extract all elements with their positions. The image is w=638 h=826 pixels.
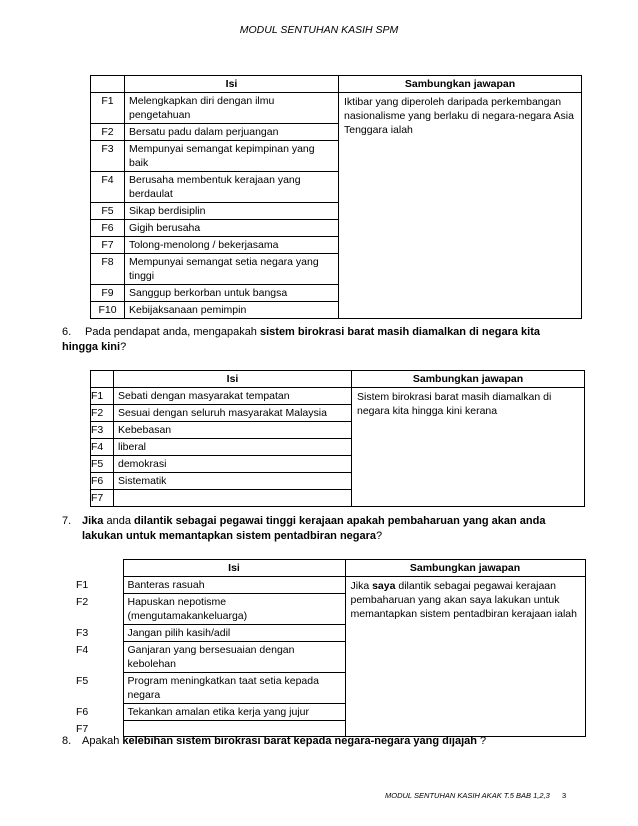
table-row-text: Kebebasan (114, 422, 352, 439)
table-row-text (114, 490, 352, 507)
table-2-answer: Sistem birokrasi barat masih diamalkan di negara kita hingga kini kerana (352, 388, 585, 507)
table-2-corner (91, 371, 114, 388)
question-7-bold-2: dilantik sebagai pegawai tinggi kerajaan apakah pembaharuan yang akan anda lakukan untuk memantapkan sistem pentadbiran negara (82, 515, 546, 542)
table-row-text: Sesuai dengan seluruh masyarakat Malaysia (114, 405, 352, 422)
table-row-code: F7 (76, 722, 89, 735)
table-row-text: Hapuskan nepotisme (mengutamakankeluarga) (123, 594, 345, 625)
question-6-text: Pada pendapat anda, mengapakah (82, 326, 260, 338)
table-1-header-isi: Isi (125, 76, 339, 93)
table-row-code: F6 (91, 473, 114, 490)
table-3-answer (345, 577, 585, 737)
question-6-end: ? (120, 341, 127, 353)
table-row-code: F1 (76, 578, 89, 591)
table-1-corner (91, 76, 125, 93)
table-row-code: F9 (91, 285, 125, 302)
table-row-text: Bersatu padu dalam perjuangan (125, 124, 339, 141)
table-row-code: F1 (91, 388, 114, 405)
table-2 (90, 370, 585, 507)
question-8-bold: kelebihan sistem birokrasi barat kepada negara-negara yang dijajah (122, 735, 477, 747)
question-8-end: ? (476, 735, 487, 747)
table-row-text: Tekankan amalan etika kerja yang jujur (123, 704, 345, 721)
table-row-text: Sanggup berkorban untuk bangsa (125, 285, 339, 302)
question-6-bold: sistem birokrasi barat masih diamalkan di negara kita hingga kini (62, 326, 540, 353)
table-row-code: F2 (91, 124, 125, 141)
table-2-header-isi: Isi (114, 371, 352, 388)
table-row-code: F3 (91, 141, 125, 172)
table-row-text: demokrasi (114, 456, 352, 473)
table-row-code: F4 (76, 643, 89, 656)
question-8-number: 8. (62, 735, 72, 747)
page-header: MODUL SENTUHAN KASIH SPM (239, 24, 399, 36)
table-row-text: Jangan pilih kasih/adil (123, 625, 345, 642)
table-row-code: F6 (91, 220, 125, 237)
table-row-text: Tolong-menolong / bekerjasama (125, 237, 339, 254)
table-row-text: Gigih berusaha (125, 220, 339, 237)
table-2-header-answer: Sambungkan jawapan (352, 371, 585, 388)
table-row-code: F7 (91, 237, 125, 254)
table-row-code: F5 (76, 674, 89, 687)
question-7-number: 7. (62, 515, 72, 527)
table-3-header-answer: Sambungkan jawapan (345, 560, 585, 577)
table-row-text: Sebati dengan masyarakat tempatan (114, 388, 352, 405)
table-row-code: F4 (91, 439, 114, 456)
table-3-answer-rest: dilantik sebagai pegawai kerajaan pembaharuan yang akan saya lakukan untuk memantapkan sistem pentadbiran kerajaan ialah (350, 580, 577, 620)
question-7 (62, 514, 562, 544)
page-number: 3 (562, 791, 567, 800)
table-row-text: Sistematik (114, 473, 352, 490)
table-row-text: Kebijaksanaan pemimpin (125, 302, 339, 319)
table-1-header-answer: Sambungkan jawapan (339, 76, 582, 93)
table-row-text: Melengkapkan diri dengan ilmu pengetahuan (125, 93, 339, 124)
table-row-code: F6 (76, 705, 89, 718)
question-7-text: anda (103, 515, 135, 527)
table-row-code: F5 (91, 456, 114, 473)
table-1-answer: Iktibar yang diperoleh daripada perkembangan nasionalisme yang berlaku di negara-negara Asia Tenggara ialah (339, 93, 582, 319)
table-3-corner (76, 560, 123, 577)
page-footer: MODUL SENTUHAN KASIH AKAK T.5 BAB 1,2,3 (385, 791, 550, 800)
table-row-code: F5 (91, 203, 125, 220)
table-row-code: F10 (91, 302, 125, 319)
table-row-text: Banteras rasuah (123, 577, 345, 594)
table-row-code: F3 (91, 422, 114, 439)
question-8 (62, 734, 582, 749)
table-3 (76, 559, 586, 737)
table-row-text: Program meningkatkan taat setia kepada negara (123, 673, 345, 704)
table-row-text: Ganjaran yang bersesuaian dengan kebolehan (123, 642, 345, 673)
table-row-code: F8 (91, 254, 125, 285)
table-row-text: Berusaha membentuk kerajaan yang berdaulat (125, 172, 339, 203)
table-row-code: F7 (91, 490, 114, 507)
table-row-text: Sikap berdisiplin (125, 203, 339, 220)
question-7-end: ? (376, 530, 383, 542)
table-3-answer-start: Jika (350, 580, 373, 592)
table-3-header-isi: Isi (123, 560, 345, 577)
table-row-code: F4 (91, 172, 125, 203)
table-row-code: F2 (91, 405, 114, 422)
table-row-text: Mempunyai semangat kepimpinan yang baik (125, 141, 339, 172)
table-1 (90, 75, 582, 319)
question-6 (62, 325, 567, 355)
table-3-answer-bold: saya (372, 580, 396, 592)
table-row-code: F3 (76, 626, 89, 639)
table-row-code: F1 (91, 93, 125, 124)
question-8-text: Apakah (82, 735, 123, 747)
table-row-text: Mempunyai semangat setia negara yang tinggi (125, 254, 339, 285)
table-row-code: F2 (76, 595, 89, 608)
table-row-text: liberal (114, 439, 352, 456)
question-6-number: 6. (62, 326, 72, 338)
question-7-bold-1: Jika (82, 515, 104, 527)
